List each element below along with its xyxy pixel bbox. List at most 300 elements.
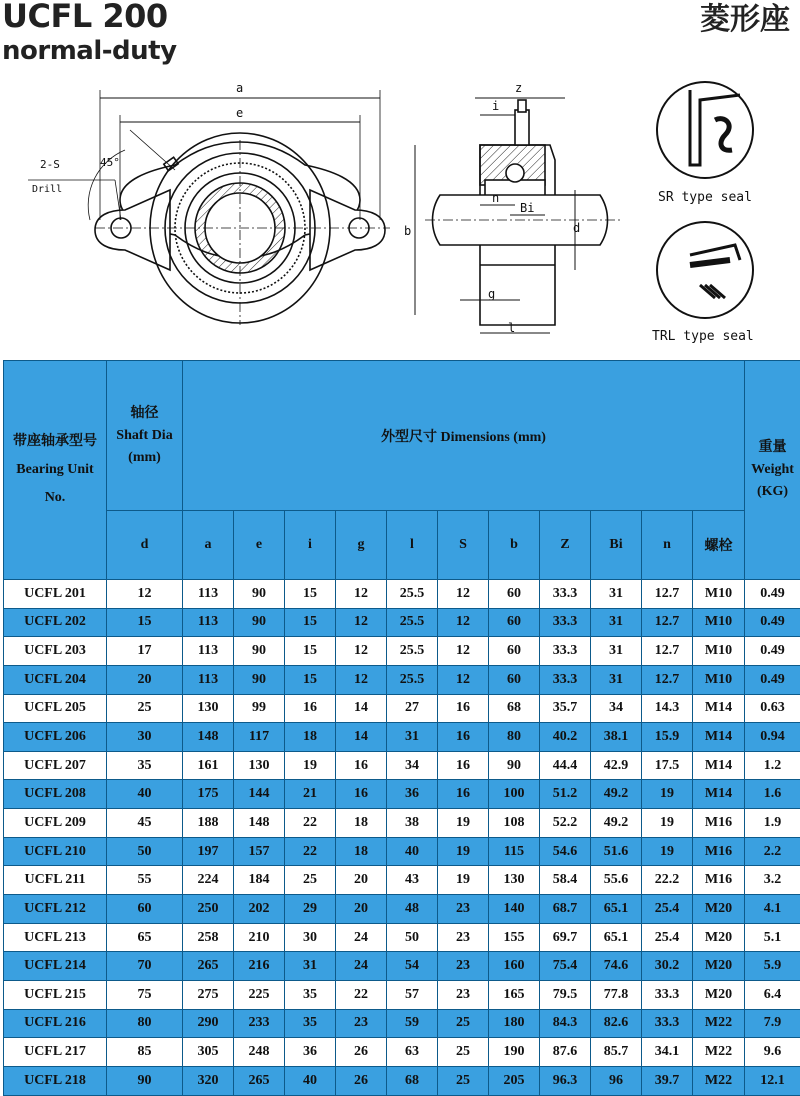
table-cell: 27 — [387, 694, 438, 723]
table-cell: 39.7 — [642, 1066, 693, 1095]
table-cell: M16 — [693, 866, 745, 895]
table-cell: M14 — [693, 751, 745, 780]
table-cell: 15 — [107, 608, 183, 637]
bearing-unit-cell: UCFL 213 — [4, 923, 107, 952]
table-cell: 49.2 — [591, 780, 642, 809]
table-cell: 60 — [489, 580, 540, 609]
table-cell: 14.3 — [642, 694, 693, 723]
table-cell: 74.6 — [591, 952, 642, 981]
table-cell: 3.2 — [745, 866, 800, 895]
table-cell: 36 — [285, 1038, 336, 1067]
table-cell: 69.7 — [540, 923, 591, 952]
table-cell: 35.7 — [540, 694, 591, 723]
table-cell: 29 — [285, 895, 336, 924]
table-cell: 25.4 — [642, 923, 693, 952]
technical-drawing — [0, 70, 800, 360]
table-cell: 68 — [387, 1066, 438, 1095]
table-cell: 115 — [489, 837, 540, 866]
table-cell: M20 — [693, 980, 745, 1009]
table-cell: 113 — [183, 580, 234, 609]
table-row — [4, 866, 800, 895]
table-cell: 43 — [387, 866, 438, 895]
table-cell: 155 — [489, 923, 540, 952]
header-dimensions: 外型尺寸 Dimensions (mm) — [183, 361, 745, 511]
table-cell: 130 — [234, 751, 285, 780]
table-cell: 12 — [336, 608, 387, 637]
table-cell: 12.1 — [745, 1066, 800, 1095]
table-cell: 90 — [234, 580, 285, 609]
table-cell: 54 — [387, 952, 438, 981]
table-cell: 25 — [107, 694, 183, 723]
table-cell: 24 — [336, 952, 387, 981]
table-cell: 33.3 — [642, 1009, 693, 1038]
table-cell: 84.3 — [540, 1009, 591, 1038]
table-cell: 30 — [107, 723, 183, 752]
table-cell: 49.2 — [591, 809, 642, 838]
table-cell: 35 — [285, 1009, 336, 1038]
table-cell: M20 — [693, 895, 745, 924]
table-cell: 48 — [387, 895, 438, 924]
table-cell: 33.3 — [540, 580, 591, 609]
table-cell: 1.6 — [745, 780, 800, 809]
column-symbol-row — [4, 511, 800, 580]
table-cell: 113 — [183, 608, 234, 637]
table-cell: 45 — [107, 809, 183, 838]
table-cell: 20 — [336, 895, 387, 924]
table-cell: 25 — [438, 1066, 489, 1095]
chinese-title: 菱形座 — [700, 2, 790, 37]
table-cell: 15.9 — [642, 723, 693, 752]
table-cell: 117 — [234, 723, 285, 752]
table-cell: 148 — [234, 809, 285, 838]
table-cell: 140 — [489, 895, 540, 924]
table-cell: 0.49 — [745, 580, 800, 609]
table-cell: 108 — [489, 809, 540, 838]
table-cell: 99 — [234, 694, 285, 723]
table-cell: 25.4 — [642, 895, 693, 924]
table-cell: 33.3 — [540, 637, 591, 666]
table-cell: M16 — [693, 809, 745, 838]
table-cell: 90 — [234, 665, 285, 694]
table-cell: 7.9 — [745, 1009, 800, 1038]
table-cell: 30 — [285, 923, 336, 952]
table-cell: M14 — [693, 694, 745, 723]
table-cell: 65.1 — [591, 923, 642, 952]
label-b: b — [404, 224, 412, 238]
table-cell: 12.7 — [642, 637, 693, 666]
table-cell: 161 — [183, 751, 234, 780]
table-cell: M16 — [693, 837, 745, 866]
bearing-unit-cell: UCFL 204 — [4, 665, 107, 694]
header-weight: 重量 Weight (KG) — [745, 361, 800, 580]
table-cell: 148 — [183, 723, 234, 752]
table-cell: 258 — [183, 923, 234, 952]
table-cell: 265 — [183, 952, 234, 981]
table-cell: 96.3 — [540, 1066, 591, 1095]
table-cell: 14 — [336, 694, 387, 723]
bearing-unit-cell: UCFL 211 — [4, 866, 107, 895]
table-cell: 77.8 — [591, 980, 642, 1009]
table-cell: 16 — [438, 723, 489, 752]
table-cell: 16 — [438, 780, 489, 809]
table-cell: 50 — [387, 923, 438, 952]
table-cell: 16 — [438, 751, 489, 780]
table-cell: 63 — [387, 1038, 438, 1067]
table-row — [4, 1066, 800, 1095]
label-d: d — [573, 221, 581, 235]
table-cell: M22 — [693, 1038, 745, 1067]
table-cell: 85.7 — [591, 1038, 642, 1067]
bearing-unit-cell: UCFL 202 — [4, 608, 107, 637]
table-cell: 36 — [387, 780, 438, 809]
table-row — [4, 694, 800, 723]
header-shaft-dia: 轴径 Shaft Dia (mm) — [107, 361, 183, 511]
table-row — [4, 608, 800, 637]
table-cell: 52.2 — [540, 809, 591, 838]
table-cell: M10 — [693, 637, 745, 666]
table-cell: 40.2 — [540, 723, 591, 752]
table-cell: 265 — [234, 1066, 285, 1095]
table-cell: 130 — [489, 866, 540, 895]
table-cell: 15 — [285, 608, 336, 637]
table-cell: 248 — [234, 1038, 285, 1067]
table-cell: 320 — [183, 1066, 234, 1095]
table-cell: 16 — [438, 694, 489, 723]
table-cell: 12 — [336, 665, 387, 694]
table-cell: 12.7 — [642, 580, 693, 609]
table-cell: 19 — [438, 809, 489, 838]
table-cell: 38.1 — [591, 723, 642, 752]
table-cell: 188 — [183, 809, 234, 838]
table-cell: 19 — [642, 809, 693, 838]
table-cell: 216 — [234, 952, 285, 981]
table-cell: 25 — [438, 1038, 489, 1067]
table-cell: 40 — [285, 1066, 336, 1095]
table-cell: 33.3 — [642, 980, 693, 1009]
label-bi: Bi — [520, 201, 535, 215]
table-cell: M10 — [693, 580, 745, 609]
table-row — [4, 780, 800, 809]
bearing-unit-cell: UCFL 210 — [4, 837, 107, 866]
bearing-unit-cell: UCFL 201 — [4, 580, 107, 609]
table-cell: 0.49 — [745, 637, 800, 666]
table-cell: 165 — [489, 980, 540, 1009]
table-cell: 18 — [336, 809, 387, 838]
table-cell: 40 — [387, 837, 438, 866]
label-g: g — [488, 287, 496, 301]
column-header: g — [336, 511, 387, 580]
table-row — [4, 923, 800, 952]
table-cell: 12 — [438, 580, 489, 609]
bearing-unit-cell: UCFL 209 — [4, 809, 107, 838]
product-subtitle: normal-duty — [2, 36, 177, 66]
table-cell: 80 — [489, 723, 540, 752]
table-cell: 14 — [336, 723, 387, 752]
table-cell: 205 — [489, 1066, 540, 1095]
column-header: d — [107, 511, 183, 580]
table-cell: 26 — [336, 1038, 387, 1067]
table-cell: 224 — [183, 866, 234, 895]
table-cell: 87.6 — [540, 1038, 591, 1067]
table-cell: 175 — [183, 780, 234, 809]
bearing-unit-cell: UCFL 206 — [4, 723, 107, 752]
table-cell: 12 — [438, 665, 489, 694]
column-header: Z — [540, 511, 591, 580]
bearing-unit-cell: UCFL 208 — [4, 780, 107, 809]
table-cell: 202 — [234, 895, 285, 924]
bearing-unit-cell: UCFL 203 — [4, 637, 107, 666]
table-cell: M10 — [693, 608, 745, 637]
table-cell: M22 — [693, 1009, 745, 1038]
table-cell: 12.7 — [642, 608, 693, 637]
dimensions-table — [3, 360, 800, 1096]
table-cell: 24 — [336, 923, 387, 952]
table-cell: 0.63 — [745, 694, 800, 723]
table-cell: 50 — [107, 837, 183, 866]
table-cell: 57 — [387, 980, 438, 1009]
table-cell: 79.5 — [540, 980, 591, 1009]
table-cell: 22 — [336, 980, 387, 1009]
table-cell: 33.3 — [540, 608, 591, 637]
table-cell: 12 — [438, 608, 489, 637]
column-header: l — [387, 511, 438, 580]
table-row — [4, 637, 800, 666]
table-cell: 0.49 — [745, 608, 800, 637]
table-cell: 31 — [591, 637, 642, 666]
table-cell: 144 — [234, 780, 285, 809]
table-cell: 0.94 — [745, 723, 800, 752]
table-cell: 290 — [183, 1009, 234, 1038]
bearing-unit-cell: UCFL 214 — [4, 952, 107, 981]
front-view — [28, 90, 390, 325]
table-cell: 25 — [438, 1009, 489, 1038]
column-header: b — [489, 511, 540, 580]
table-row — [4, 723, 800, 752]
table-cell: 70 — [107, 952, 183, 981]
table-cell: 12 — [336, 580, 387, 609]
table-cell: 16 — [336, 780, 387, 809]
header-unit-no: 带座轴承型号 Bearing Unit No. — [4, 361, 107, 580]
label-l: l — [508, 321, 516, 335]
table-cell: 12 — [438, 637, 489, 666]
table-cell: 5.1 — [745, 923, 800, 952]
bearing-unit-cell: UCFL 216 — [4, 1009, 107, 1038]
sr-seal-detail — [657, 82, 753, 178]
trl-seal-label: TRL type seal — [652, 329, 754, 344]
column-header: e — [234, 511, 285, 580]
table-cell: 31 — [591, 608, 642, 637]
table-cell: 51.6 — [591, 837, 642, 866]
table-cell: 60 — [489, 665, 540, 694]
table-cell: 100 — [489, 780, 540, 809]
table-cell: 25.5 — [387, 608, 438, 637]
label-2s: 2-S — [40, 158, 60, 171]
table-row — [4, 665, 800, 694]
table-cell: 160 — [489, 952, 540, 981]
table-cell: 90 — [107, 1066, 183, 1095]
table-cell: 157 — [234, 837, 285, 866]
table-cell: 250 — [183, 895, 234, 924]
table-cell: 38 — [387, 809, 438, 838]
table-cell: 25.5 — [387, 637, 438, 666]
table-cell: 34.1 — [642, 1038, 693, 1067]
table-row — [4, 1009, 800, 1038]
table-cell: 17 — [107, 637, 183, 666]
table-cell: 90 — [234, 608, 285, 637]
label-e: e — [236, 106, 244, 120]
table-cell: 35 — [107, 751, 183, 780]
column-header: S — [438, 511, 489, 580]
table-cell: 65 — [107, 923, 183, 952]
table-cell: 31 — [591, 665, 642, 694]
label-a: a — [236, 81, 244, 95]
table-cell: 31 — [591, 580, 642, 609]
table-cell: 15 — [285, 637, 336, 666]
table-cell: 80 — [107, 1009, 183, 1038]
table-cell: 19 — [642, 837, 693, 866]
column-header: i — [285, 511, 336, 580]
bearing-unit-cell: UCFL 207 — [4, 751, 107, 780]
table-cell: 51.2 — [540, 780, 591, 809]
table-row — [4, 837, 800, 866]
table-cell: 2.2 — [745, 837, 800, 866]
table-cell: 34 — [387, 751, 438, 780]
table-cell: 20 — [107, 665, 183, 694]
column-header: a — [183, 511, 234, 580]
table-cell: 85 — [107, 1038, 183, 1067]
table-cell: 9.6 — [745, 1038, 800, 1067]
table-cell: 25 — [285, 866, 336, 895]
table-cell: 33.3 — [540, 665, 591, 694]
table-cell: 23 — [336, 1009, 387, 1038]
table-cell: 22.2 — [642, 866, 693, 895]
table-cell: 305 — [183, 1038, 234, 1067]
table-cell: 19 — [438, 837, 489, 866]
table-cell: 59 — [387, 1009, 438, 1038]
table-cell: M14 — [693, 723, 745, 752]
table-cell: 113 — [183, 637, 234, 666]
table-row — [4, 580, 800, 609]
table-cell: 60 — [489, 608, 540, 637]
table-cell: 5.9 — [745, 952, 800, 981]
table-cell: 16 — [336, 751, 387, 780]
table-cell: 42.9 — [591, 751, 642, 780]
table-cell: 233 — [234, 1009, 285, 1038]
table-cell: 55.6 — [591, 866, 642, 895]
table-cell: 55 — [107, 866, 183, 895]
table-row — [4, 1038, 800, 1067]
table-cell: 12.7 — [642, 665, 693, 694]
table-cell: 15 — [285, 665, 336, 694]
label-angle: 45° — [100, 156, 120, 169]
table-cell: M10 — [693, 665, 745, 694]
table-cell: 26 — [336, 1066, 387, 1095]
table-cell: 58.4 — [540, 866, 591, 895]
table-row — [4, 751, 800, 780]
table-cell: 90 — [234, 637, 285, 666]
table-cell: 210 — [234, 923, 285, 952]
table-cell: 275 — [183, 980, 234, 1009]
table-cell: 23 — [438, 923, 489, 952]
table-cell: 19 — [642, 780, 693, 809]
table-cell: 54.6 — [540, 837, 591, 866]
table-cell: 90 — [489, 751, 540, 780]
table-row — [4, 809, 800, 838]
table-cell: 82.6 — [591, 1009, 642, 1038]
table-cell: 184 — [234, 866, 285, 895]
table-cell: 22 — [285, 837, 336, 866]
bearing-unit-cell: UCFL 205 — [4, 694, 107, 723]
table-cell: 65.1 — [591, 895, 642, 924]
bearing-unit-cell: UCFL 215 — [4, 980, 107, 1009]
table-cell: 44.4 — [540, 751, 591, 780]
table-cell: 15 — [285, 580, 336, 609]
table-cell: 6.4 — [745, 980, 800, 1009]
table-cell: 25.5 — [387, 580, 438, 609]
column-header: n — [642, 511, 693, 580]
table-body — [4, 580, 800, 1096]
table-cell: M14 — [693, 780, 745, 809]
trl-seal-detail — [657, 222, 753, 318]
table-cell: 31 — [285, 952, 336, 981]
table-cell: 225 — [234, 980, 285, 1009]
table-cell: 19 — [285, 751, 336, 780]
table-cell: 18 — [285, 723, 336, 752]
table-cell: M22 — [693, 1066, 745, 1095]
table-cell: 23 — [438, 952, 489, 981]
table-cell: 19 — [438, 866, 489, 895]
table-cell: 23 — [438, 895, 489, 924]
table-cell: 34 — [591, 694, 642, 723]
bearing-unit-cell: UCFL 217 — [4, 1038, 107, 1067]
table-cell: M20 — [693, 923, 745, 952]
bearing-unit-cell: UCFL 212 — [4, 895, 107, 924]
label-z: z — [515, 81, 523, 95]
table-cell: 18 — [336, 837, 387, 866]
label-i: i — [492, 99, 500, 113]
table-row — [4, 980, 800, 1009]
table-cell: 16 — [285, 694, 336, 723]
label-drill: Drill — [32, 184, 63, 195]
table-cell: 22 — [285, 809, 336, 838]
table-cell: 68.7 — [540, 895, 591, 924]
table-cell: 21 — [285, 780, 336, 809]
side-view — [415, 98, 620, 333]
sr-seal-label: SR type seal — [658, 190, 752, 205]
table-cell: 12 — [336, 637, 387, 666]
table-cell: 60 — [489, 637, 540, 666]
table-cell: 1.2 — [745, 751, 800, 780]
table-cell: 4.1 — [745, 895, 800, 924]
table-cell: 40 — [107, 780, 183, 809]
table-cell: 35 — [285, 980, 336, 1009]
table-cell: 1.9 — [745, 809, 800, 838]
table-cell: 75 — [107, 980, 183, 1009]
table-cell: 17.5 — [642, 751, 693, 780]
label-n: n — [492, 191, 500, 205]
table-cell: 30.2 — [642, 952, 693, 981]
product-title: UCFL 200 — [2, 0, 168, 35]
table-cell: 180 — [489, 1009, 540, 1038]
column-header: Bi — [591, 511, 642, 580]
column-header: 螺栓 — [693, 511, 745, 580]
table-cell: 130 — [183, 694, 234, 723]
table-cell: 60 — [107, 895, 183, 924]
table-cell: 20 — [336, 866, 387, 895]
table-cell: M20 — [693, 952, 745, 981]
table-row — [4, 952, 800, 981]
table-cell: 68 — [489, 694, 540, 723]
